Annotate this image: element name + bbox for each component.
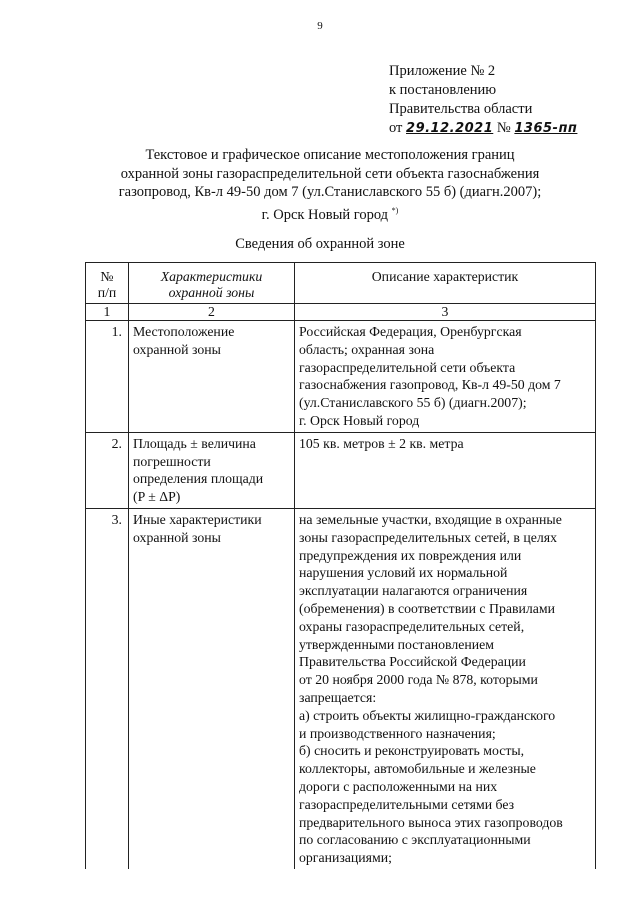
header-characteristics: Характеристики охранной зоны — [129, 263, 295, 304]
row-description: Российская Федерация, Оренбургская область; охранная зона газораспределительной сети объекта газоснабжения газопровод, Кв-л 49-50 дом 7 (ул.Станиславского 55 б) (диагн.2007); г. Орск Новый город — [295, 321, 596, 433]
document-title — [60, 146, 600, 224]
row-characteristic: Местоположение охранной зоны — [129, 321, 295, 433]
protection-zone-table — [85, 262, 596, 869]
handwritten-date: 29.12.2021 — [406, 121, 494, 136]
table-row — [86, 321, 596, 433]
section-subtitle: Сведения об охранной зоне — [235, 236, 405, 252]
header-num: № п/п — [86, 263, 129, 304]
appendix-line-3: Правительства области — [389, 101, 533, 117]
table-row — [86, 508, 596, 868]
appendix-line-2: к постановлению — [389, 82, 497, 98]
row-number: 3. — [86, 508, 129, 868]
row-number: 2. — [86, 432, 129, 508]
appendix-date-line — [389, 119, 577, 138]
row-characteristic: Иные характеристики охранной зоны — [129, 508, 295, 868]
appendix-line-1: Приложение № 2 — [389, 63, 496, 79]
page-number: 9 — [317, 20, 323, 32]
title-line-4-wrap — [60, 202, 600, 224]
title-line-2: охранной зоны газораспределительной сети объекта газоснабжения — [120, 165, 540, 182]
footnote-mark: *) — [391, 205, 399, 215]
title-line-1: Текстовое и графическое описание местоположения границ — [145, 147, 515, 163]
date-prefix: от — [389, 120, 403, 136]
column-number-row — [86, 304, 596, 321]
table-header-row — [86, 263, 596, 304]
appendix-block — [389, 62, 577, 138]
row-characteristic: Площадь ± величина погрешности определения площади (P ± ΔP) — [129, 432, 295, 508]
row-description: 105 кв. метров ± 2 кв. метра — [295, 432, 596, 508]
col-number-3: 3 — [295, 304, 596, 321]
number-sign: № — [496, 120, 511, 136]
row-description: на земельные участки, входящие в охранные зоны газораспределительных сетей, в целях предупреждения их повреждения или нарушения условий их нормальной эксплуатации налагаются ограничения (обременения) в соответствии с Правилами охраны газораспределительных сетей, утвержденными постановлением Правительства Российской Федерации от 20 ноября 2000 года № 878, которыми запрещается: а) строить объекты жилищно-гражданского и производственного назначения; б) сносить и реконструировать мосты, коллекторы, автомобильные и железные дороги с расположенными на них газораспределительными сетями без предварительного выноса этих газопроводов по согласованию с эксплуатационными организациями; — [295, 508, 596, 868]
title-line-3: газопровод, Кв-л 49-50 дом 7 (ул.Станиславского 55 б) (диагн.2007); — [118, 184, 542, 200]
table-row — [86, 432, 596, 508]
header-description: Описание характеристик — [295, 263, 596, 304]
row-number: 1. — [86, 321, 129, 433]
col-number-2: 2 — [129, 304, 295, 321]
col-number-1: 1 — [86, 304, 129, 321]
title-line-4: г. Орск Новый город — [261, 206, 389, 223]
handwritten-number: 1365-пп — [514, 121, 578, 136]
